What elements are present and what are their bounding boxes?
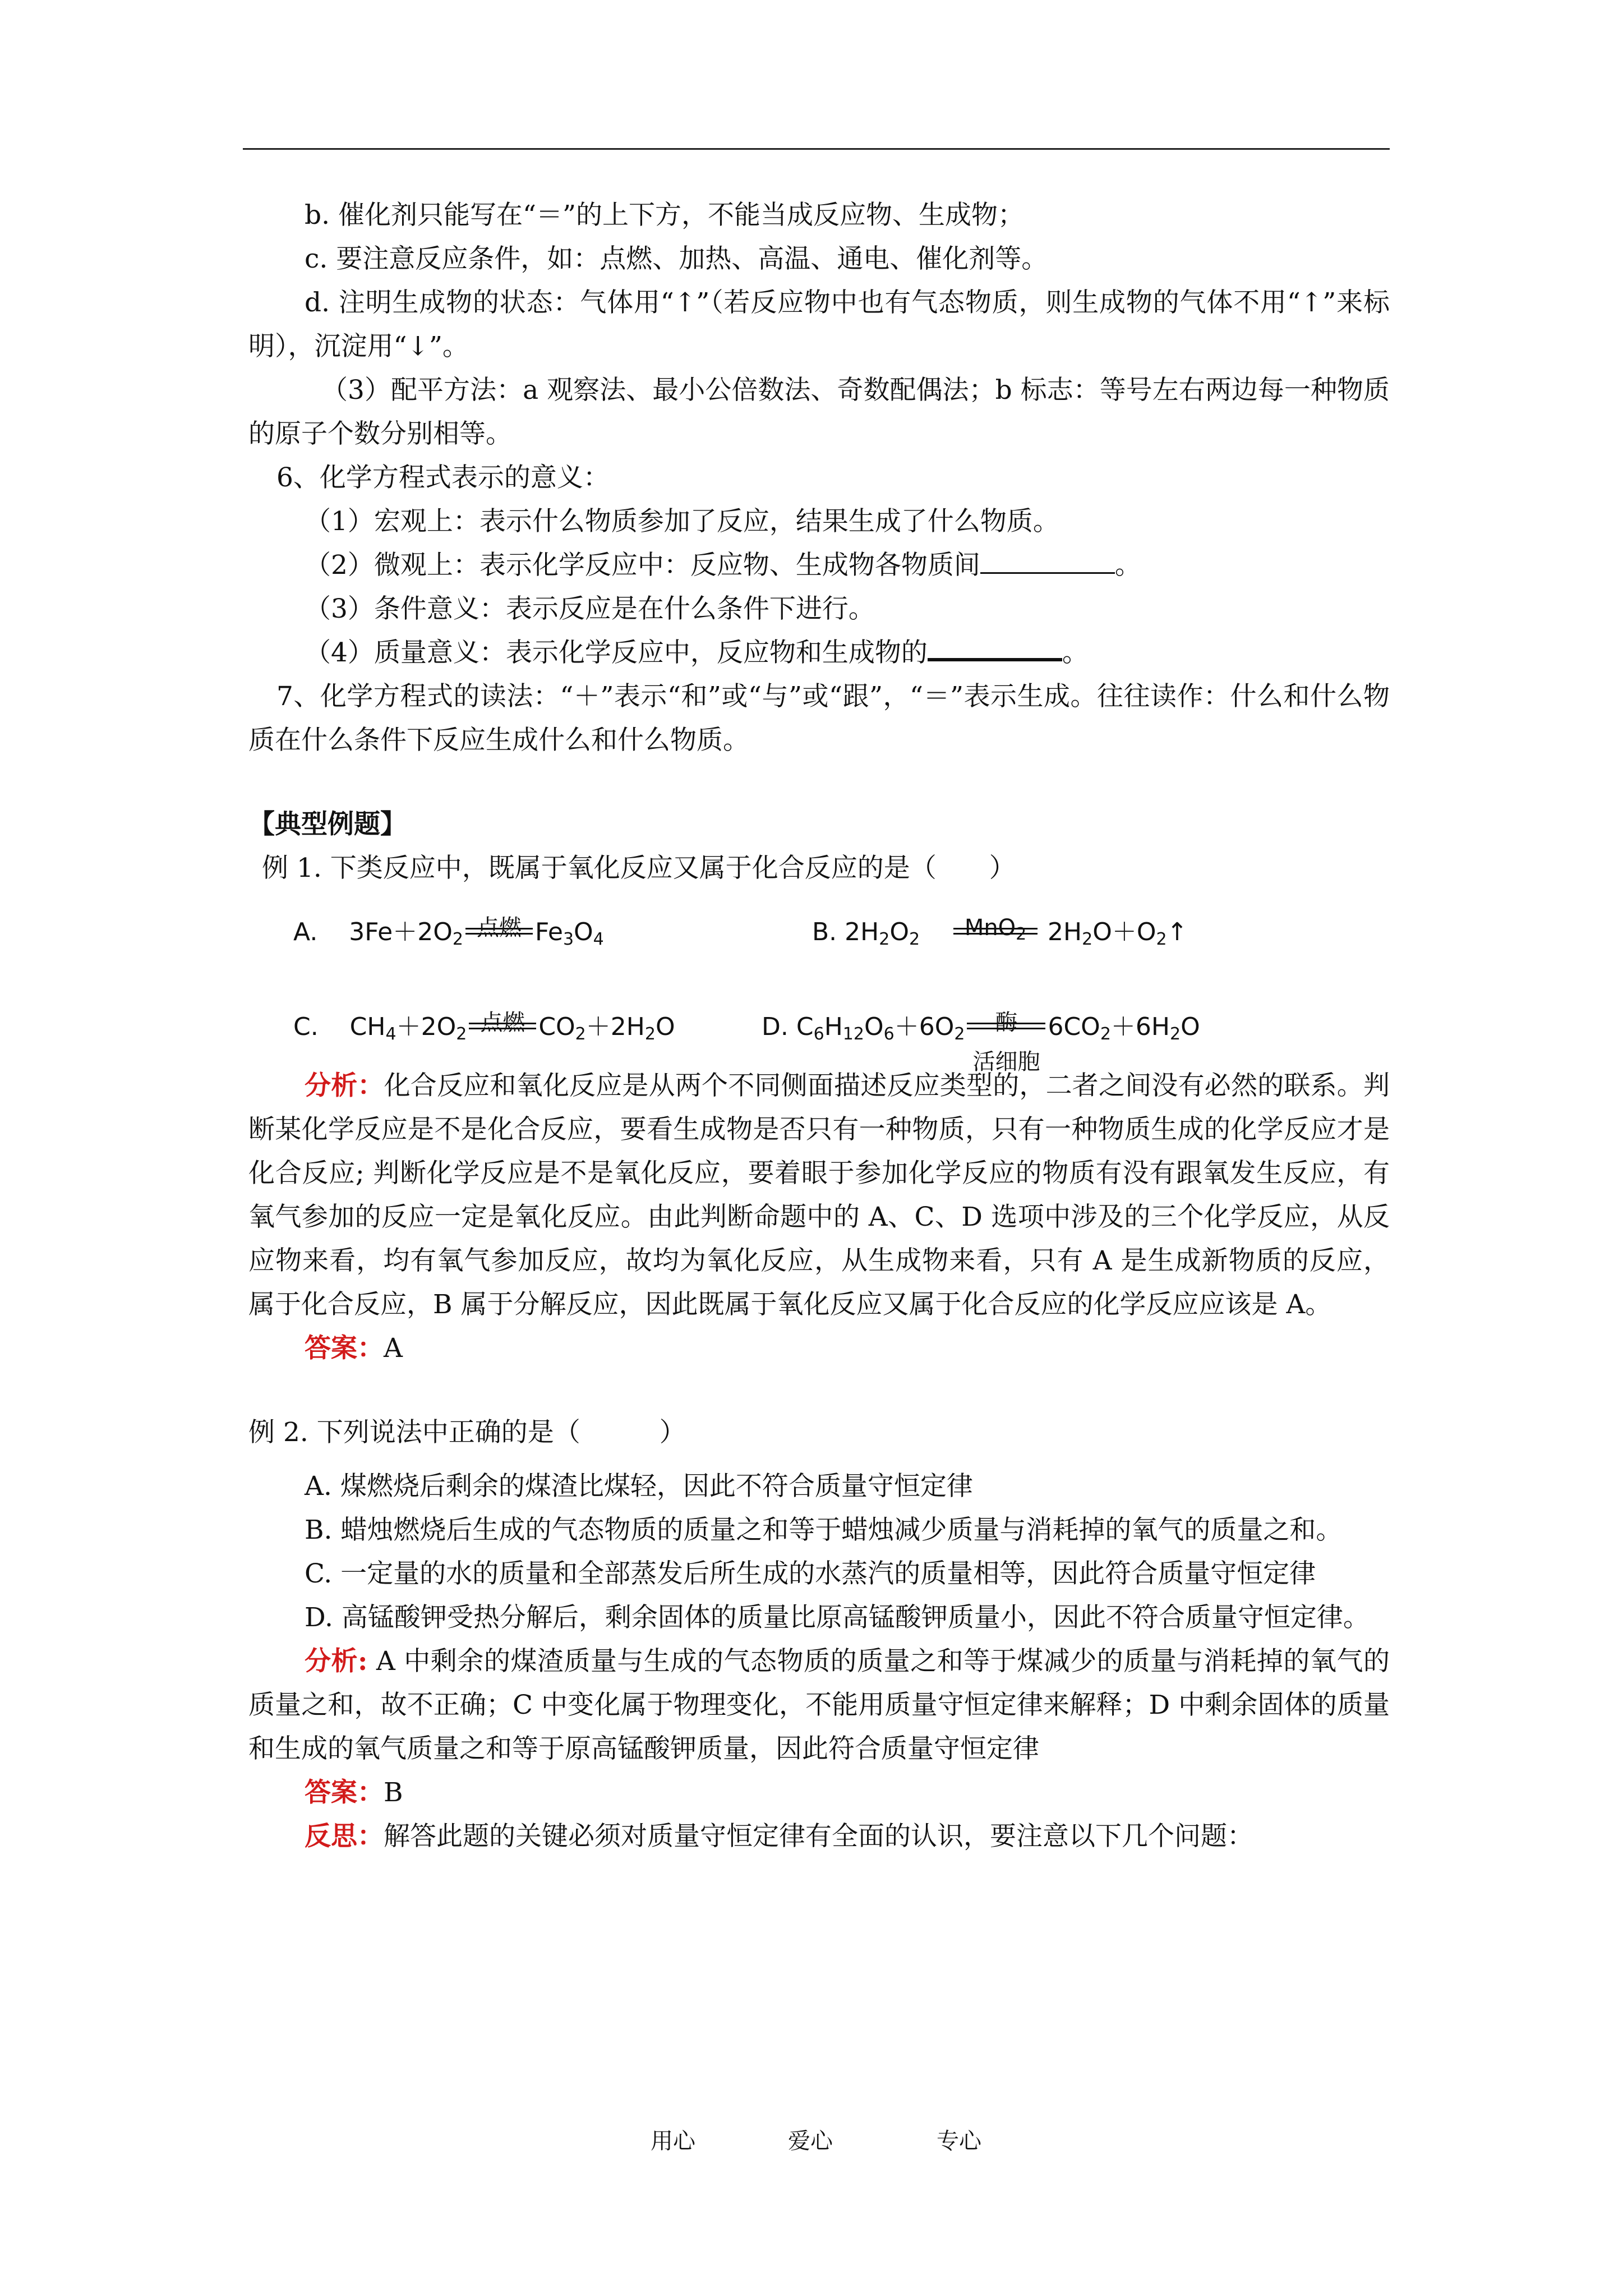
analysis-label: 分析: — [305, 1646, 368, 1677]
answer-value: B — [384, 1777, 403, 1808]
option-a-reactants: 3Fe＋2O — [349, 918, 453, 946]
option-c-reactant: CH — [349, 1013, 386, 1041]
example-1-analysis — [248, 1064, 1390, 1327]
option-b-reactant: 2H — [845, 918, 879, 946]
footer-mid: 爱心 — [788, 2128, 833, 2154]
option-d — [762, 1005, 1200, 1075]
option-a-product-o: O — [574, 918, 593, 946]
meaning-4-text: （4）质量意义：表示化学反应中，反应物和生成物的 — [305, 637, 928, 668]
catalyst: MnO — [964, 915, 1016, 941]
spacer — [248, 1370, 1390, 1411]
analysis-text: A 中剩余的煤渣质量与生成的气态物质的质量之和等于煤减少的质量与消耗掉的氧气的质量之和，故不正确；C 中变化属于物理变化，不能用质量守恒定律来解释；D 中剩余固体的质量和生成的氧气质量之和等于原高锰酸钾质量，因此符合质量守恒定律 — [248, 1646, 1390, 1764]
option-c — [293, 1005, 675, 1049]
sub: 4 — [385, 1024, 396, 1044]
sub: 2 — [909, 930, 920, 949]
text: O — [864, 1013, 884, 1041]
example-2-question: 例 2. 下列说法中正确的是（ ） — [248, 1417, 686, 1448]
example-2-answer — [248, 1771, 1390, 1815]
sub: 2 — [1156, 930, 1167, 949]
answer-label: 答案： — [305, 1333, 384, 1364]
sub: 2 — [1082, 930, 1093, 949]
text: ＋6H — [1110, 1013, 1170, 1041]
page-content — [248, 194, 1390, 1858]
sub: 2 — [1100, 1024, 1111, 1044]
condition-text — [953, 915, 1038, 944]
option-d-label: D. — [762, 1013, 789, 1041]
analysis-text: 化合反应和氧化反应是从两个不同侧面描述反应类型的，二者之间没有必然的联系。判断某化学反应是不是化合反应，要看生成物是否只有一种物质，只有一种物质生成的化学反应才是化合反应; 判断化学反应是不是氧化反应，要着眼于参加化学反应的物质有没有跟氧发生反应，有氧气参加的反应一定是氧化反应。由此判断命题中的 A、C、D 选项中涉及的三个化学反应，从反应物来看，均有氧气参加反应，故均为氧化反应，从生成物来看，只有 A 是生成新物质的反应，属于化合反应，B 属于分解反应，因此既属于氧化反应又属于化合反应的化学反应应该是 A。 — [248, 1070, 1390, 1320]
text: O — [1181, 1013, 1200, 1041]
rule-b: b. 催化剂只能写在“＝”的上下方，不能当成反应物、生成物； — [305, 200, 1025, 231]
example-2-option-b: B. 蜡烛燃烧后生成的气态物质的质量之和等于蜡烛减少质量与消耗掉的氧气的质量之和。 — [305, 1515, 1343, 1545]
rule-c: c. 要注意反应条件，如：点燃、加热、高温、通电、催化剂等。 — [305, 243, 1048, 274]
sub: 6 — [883, 1024, 895, 1044]
sub: 12 — [842, 1024, 864, 1044]
example-2-option-a: A. 煤燃烧后剩余的煤渣比煤轻，因此不符合质量守恒定律 — [305, 1471, 973, 1502]
example-1-options — [248, 890, 1390, 1075]
example-2-analysis — [248, 1640, 1390, 1771]
sub: 3 — [562, 930, 574, 949]
sub: 2 — [644, 1024, 656, 1044]
example-2-option-c: C. 一定量的水的质量和全部蒸发后所生成的水蒸汽的质量相等，因此符合质量守恒定律 — [305, 1558, 1316, 1589]
example-1-answer — [248, 1327, 1390, 1370]
option-d-reactant: C — [796, 1013, 814, 1041]
option-b — [812, 910, 1187, 954]
option-a-label: A. — [293, 918, 318, 946]
example-1-question: 例 1. 下类反应中，既属于氧化反应又属于化合反应的是（ ） — [262, 853, 1016, 884]
text: H — [824, 1013, 843, 1041]
header-rule — [243, 148, 1390, 150]
reflection-label: 反思： — [305, 1821, 384, 1852]
option-c-product: CO — [538, 1013, 575, 1041]
condition-text-bottom: 活细胞 — [972, 1049, 1040, 1075]
text: ＋2O — [396, 1013, 457, 1041]
sub: 2 — [575, 1024, 586, 1044]
text: O — [889, 918, 909, 946]
reading-rule: 7、化学方程式的读法：“＋”表示“和”或“与”或“跟”，“＝”表示生成。往往读作：什么和什么物质在什么条件下反应生成什么和什么物质。 — [248, 681, 1390, 756]
fill-blank-2 — [928, 633, 1062, 661]
text: O — [655, 1013, 675, 1041]
meaning-1: （1）宏观上：表示什么物质参加了反应，结果生成了什么物质。 — [305, 506, 1059, 537]
meaning-2-end: 。 — [1114, 550, 1141, 581]
text: ＋6O — [894, 1013, 955, 1041]
gas-arrow-icon: ↑ — [1166, 918, 1188, 946]
condition-text: 点燃 — [480, 1010, 525, 1036]
sub: 6 — [813, 1024, 824, 1044]
sub: 4 — [593, 930, 604, 949]
meaning-4 — [248, 631, 1390, 675]
sub: 2 — [452, 930, 463, 949]
reflection-text: 解答此题的关键必须对质量守恒定律有全面的认识，要注意以下几个问题： — [384, 1821, 1253, 1852]
section-title: 【典型例题】 — [248, 809, 407, 840]
analysis-label: 分析： — [305, 1070, 384, 1101]
option-b-product: 2H — [1048, 918, 1082, 946]
option-a-product: Fe — [534, 918, 563, 946]
sub: 2 — [1170, 1024, 1181, 1044]
condition-text: 点燃 — [476, 915, 522, 941]
answer-label: 答案： — [305, 1777, 384, 1808]
option-d-product: 6CO — [1048, 1013, 1100, 1041]
footer-left: 用心 — [651, 2128, 695, 2154]
rule-d: d. 注明生成物的状态：气体用“↑”（若反应物中也有气态物质，则生成物的气体不用“↑”来标明），沉淀用“↓”。 — [248, 287, 1390, 362]
example-2-option-d: D. 高锰酸钾受热分解后，剩余固体的质量比原高锰酸钾质量小，因此不符合质量守恒定律。 — [305, 1602, 1370, 1633]
text: ＋2H — [585, 1013, 645, 1041]
condition-text-top: 酶 — [995, 1010, 1018, 1036]
answer-value: A — [384, 1333, 403, 1364]
balance-method: （3）配平方法：a 观察法、最小公倍数法、奇数配偶法；b 标志：等号左右两边每一种物质的原子个数分别相等。 — [248, 375, 1390, 449]
sub: 2 — [1016, 924, 1027, 944]
sub: 2 — [954, 1024, 965, 1044]
meaning-2-text: （2）微观上：表示化学反应中：反应物、生成物各物质间 — [305, 550, 980, 581]
meaning-4-end: 。 — [1062, 637, 1089, 668]
option-a — [293, 910, 604, 954]
meaning-2 — [248, 544, 1390, 587]
text: O＋O — [1092, 918, 1156, 946]
example-2-reflection — [248, 1815, 1390, 1858]
option-b-label: B. — [812, 918, 837, 946]
option-c-label: C. — [293, 1013, 319, 1041]
sub: 2 — [456, 1024, 467, 1044]
meaning-3: （3）条件意义：表示反应是在什么条件下进行。 — [305, 593, 875, 624]
sub: 2 — [879, 930, 890, 949]
fill-blank-1 — [980, 547, 1115, 574]
footer-right: 专心 — [937, 2128, 981, 2154]
meaning-title: 6、化学方程式表示的意义： — [276, 462, 610, 493]
